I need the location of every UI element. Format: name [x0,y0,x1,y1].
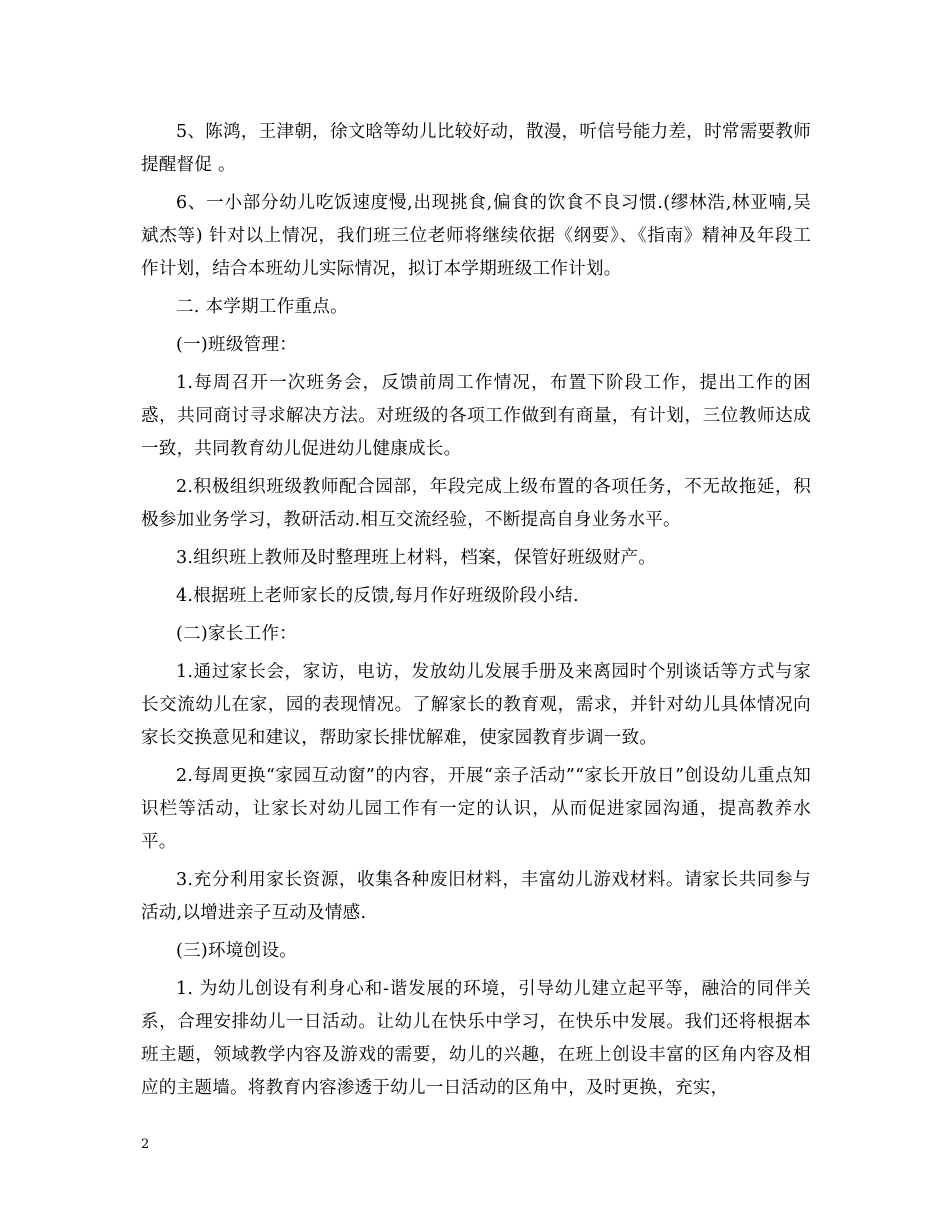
document-body [141,116,811,1110]
paragraph-management-2: 2.积极组织班级教师配合园部，年段完成上级布置的各项任务，不无故拖延，积极参加业务学习，教研活动.相互交流经验，不断提高自身业务水平。 [141,477,811,530]
paragraph-management-3: 3.组织班上教师及时整理班上材料，档案，保管好班级财产。 [176,548,657,568]
paragraph-management-1: 1.每周召开一次班务会，反馈前周工作情况，布置下阶段工作，提出工作的困惑，共同商讨寻求解决方法。对班级的各项工作做到有商量，有计划，三位教师达成一致，共同教育幼儿促进幼儿健康成长。 [141,373,811,459]
paragraph-child-behavior-5: 5、陈鸿，王津朝，徐文晗等幼儿比较好动，散漫，听信号能力差，时常需要教师提醒督促 。 [141,122,811,175]
page-number: 2 [141,1137,150,1152]
paragraph-child-eating-6: 6、一小部分幼儿吃饭速度慢,出现挑食,偏食的饮食不良习惯.(缪林浩,林亚喃,吴斌杰等) 针对以上情况，我们班三位老师将继续依据《纲要》、《指南》精神及年段工作计划，结合本班幼儿实际情况，拟订本学期班级工作计划。 [141,193,811,279]
subheading-parent-work: (二)家长工作： [176,624,298,644]
paragraph-parent-1: 1.通过家长会，家访，电访，发放幼儿发展手册及来离园时个别谈话等方式与家长交流幼儿在家，园的表现情况。了解家长的教育观，需求，并针对幼儿具体情况向家长交换意见和建议，帮助家长排忧解难，使家园教育步调一致。 [141,662,811,748]
paragraph-environment-1: 1. 为幼儿创设有利身心和-谐发展的环境，引导幼儿建立起平等，融洽的同伴关系，合理安排幼儿一日活动。让幼儿在快乐中学习，在快乐中发展。我们还将根据本班主题，领域教学内容及游戏的需要，幼儿的兴趣，在班上创设丰富的区角内容及相应的主题墙。将教育内容渗透于幼儿一日活动的区角中，及时更换，充实， [141,979,811,1098]
paragraph-parent-3: 3.充分利用家长资源，收集各种废旧材料，丰富幼儿游戏材料。请家长共同参与活动,以增进亲子互动及情感. [141,870,811,923]
paragraph-parent-2: 2.每周更换“家园互动窗”的内容，开展“亲子活动”“家长开放日”创设幼儿重点知识栏等活动，让家长对幼儿园工作有一定的认识，从而促进家园沟通，提高教养水平。 [141,766,811,852]
paragraph-management-4: 4.根据班上老师家长的反馈,每月作好班级阶段小结. [176,586,579,606]
subheading-class-management: (一)班级管理： [176,335,298,355]
subheading-environment: (三)环境创设。 [176,941,298,961]
section-heading-work-focus: 二. 本学期工作重点。 [176,297,348,317]
